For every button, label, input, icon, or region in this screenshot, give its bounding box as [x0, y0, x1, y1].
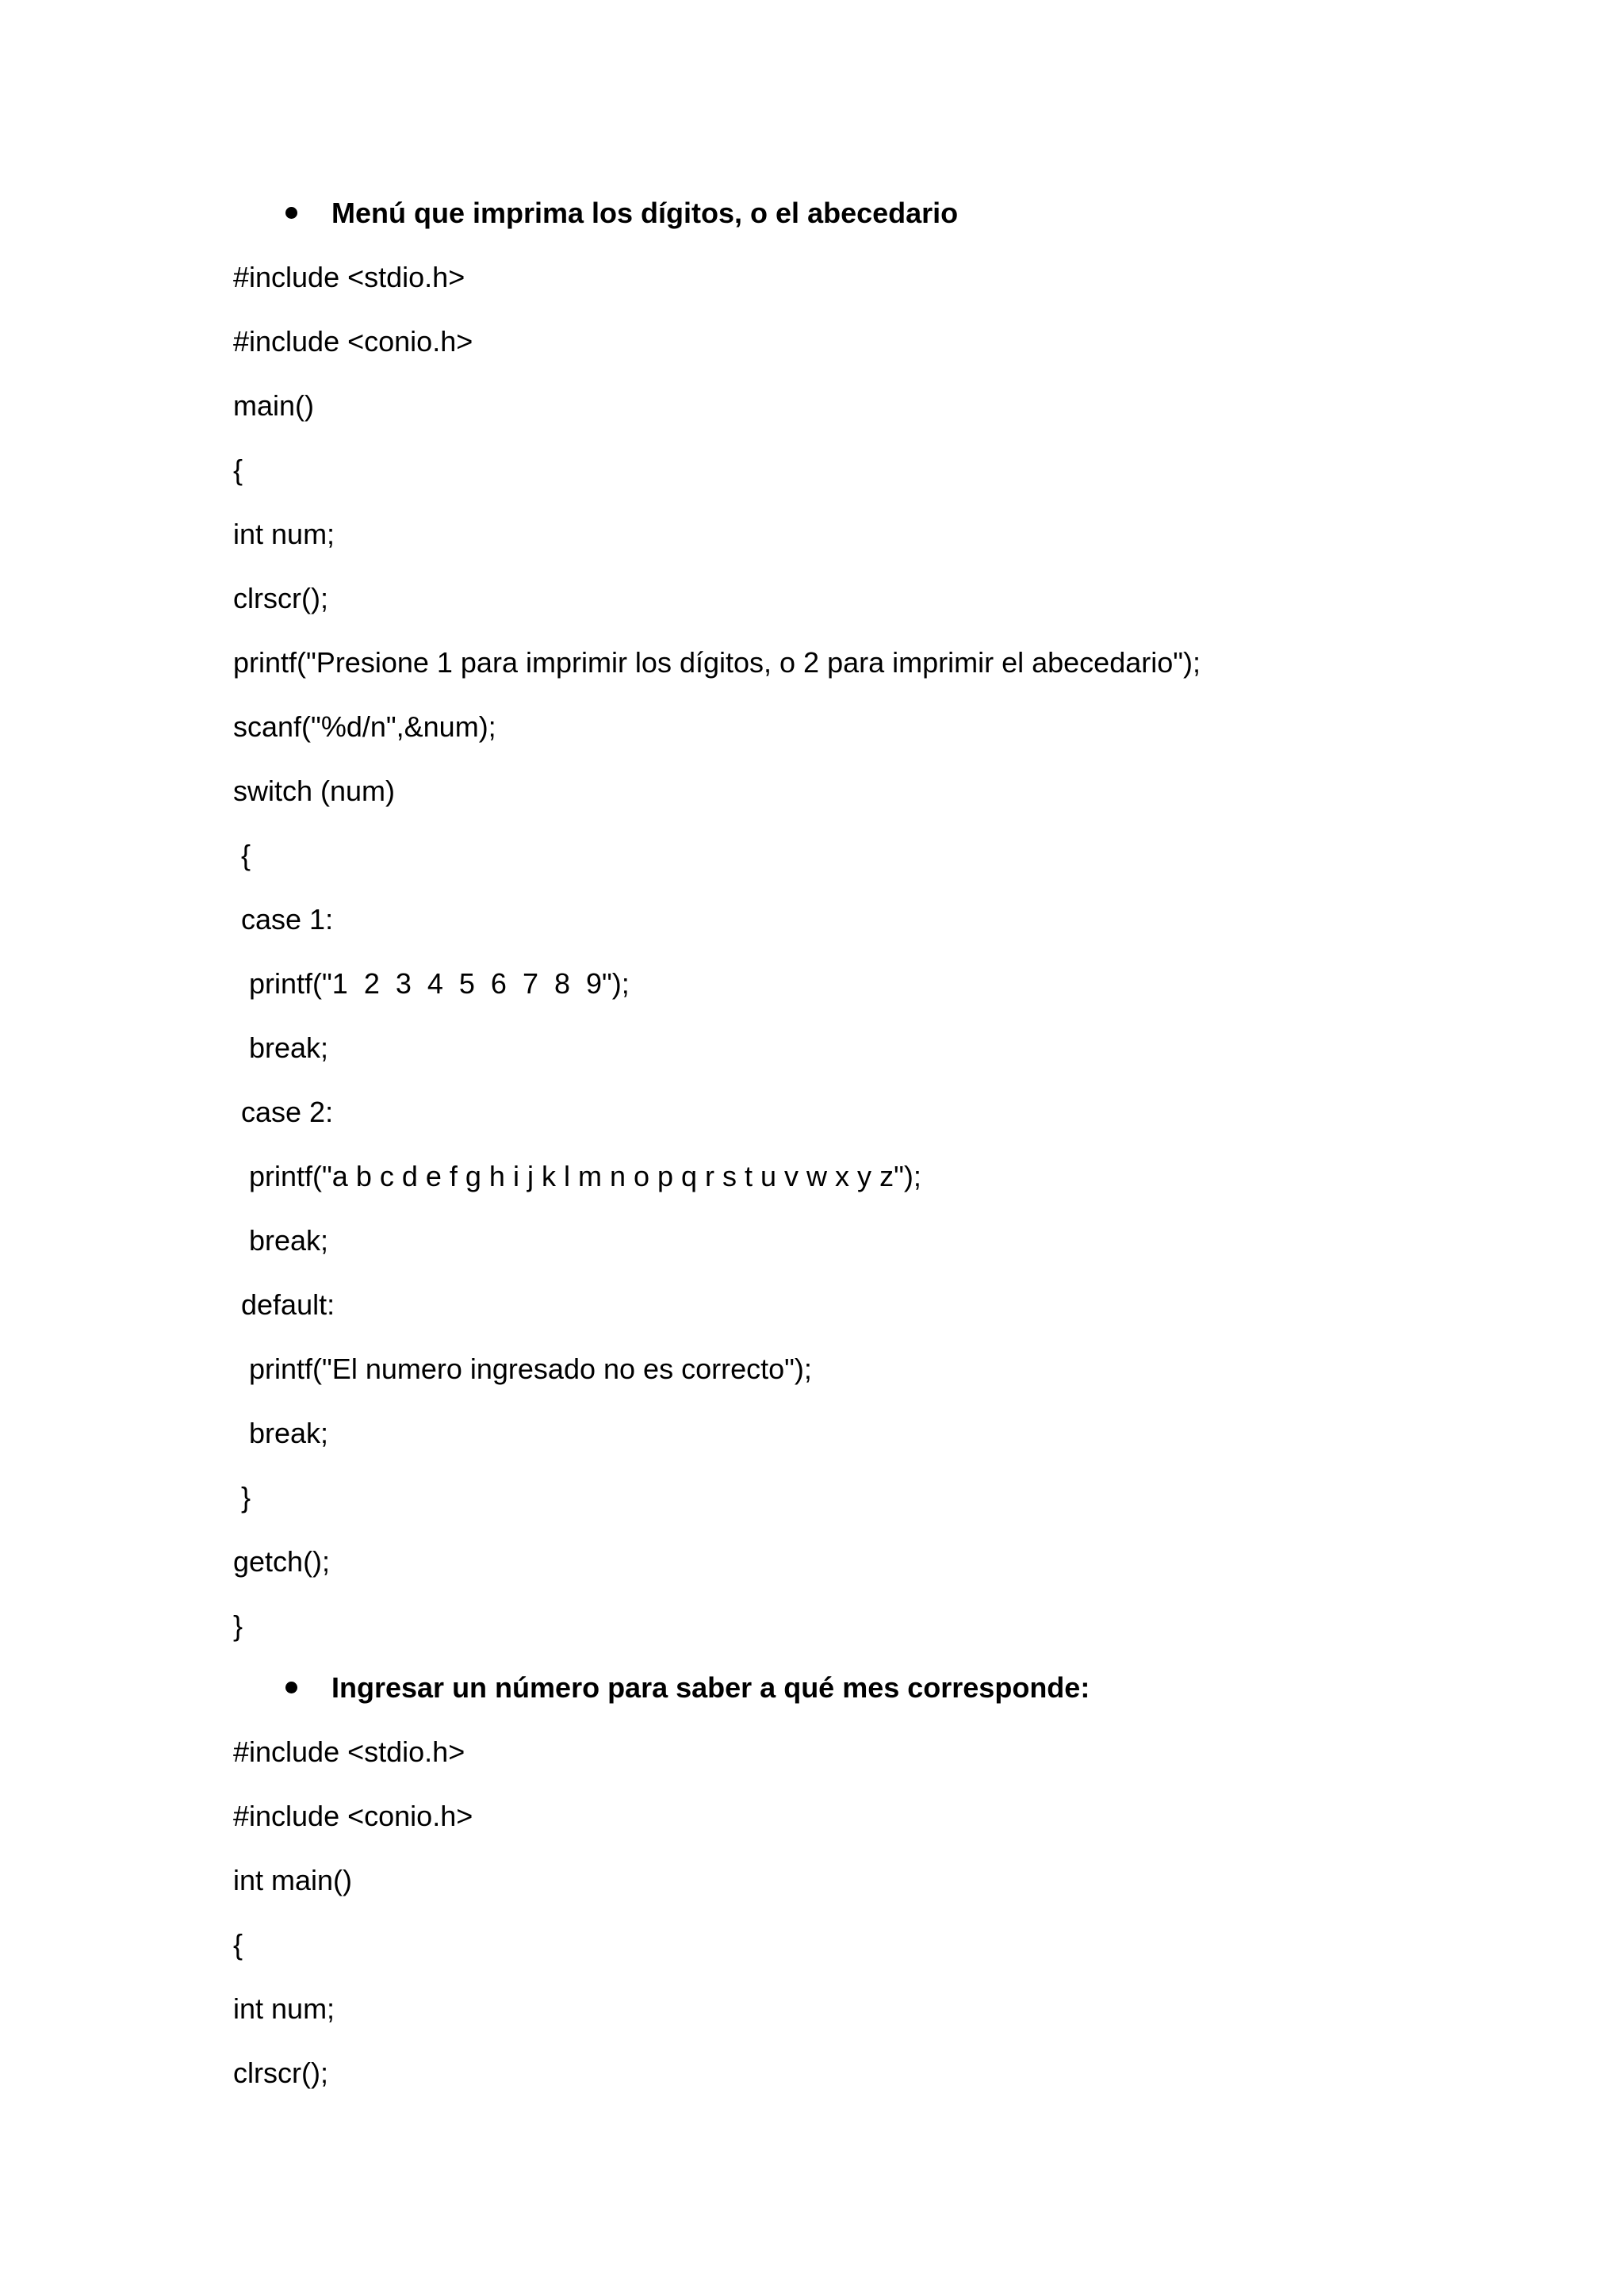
- code-line: printf("Presione 1 para imprimir los dígitos, o 2 para imprimir el abecedario");: [233, 646, 1201, 679]
- code-line: clrscr();: [233, 582, 328, 614]
- code-line: getch();: [233, 1545, 331, 1578]
- code-line: default:: [233, 1288, 335, 1321]
- code-line: {: [233, 1928, 243, 1961]
- code-line: printf("El numero ingresado no es correcto");: [233, 1353, 812, 1385]
- code-line: break;: [233, 1224, 329, 1257]
- code-line: #include <conio.h>: [233, 325, 473, 358]
- code-line: break;: [233, 1031, 329, 1064]
- code-line: {: [233, 839, 251, 871]
- bullet-icon: [285, 1682, 297, 1693]
- code-line: int num;: [233, 518, 335, 550]
- code-line: #include <stdio.h>: [233, 261, 465, 293]
- code-line: }: [233, 1481, 251, 1513]
- code-line: int num;: [233, 1992, 335, 2025]
- code-line: main(): [233, 389, 315, 422]
- code-line: int main(): [233, 1864, 353, 1896]
- code-listing: [233, 257, 1529, 1670]
- code-line: #include <stdio.h>: [233, 1735, 465, 1768]
- code-line: case 1:: [233, 903, 334, 936]
- section-menu-digits-alphabet: [233, 193, 1529, 1670]
- code-line: case 2:: [233, 1096, 334, 1128]
- code-line: printf("a b c d e f g h i j k l m n o p q r s t u v w x y z");: [233, 1160, 921, 1192]
- code-line: }: [233, 1609, 243, 1642]
- code-line: clrscr();: [233, 2057, 328, 2089]
- heading-text: Ingresar un número para saber a qué mes corresponde:: [331, 1671, 1090, 1704]
- section-month-by-number: [233, 1667, 1529, 2117]
- section-heading: [233, 193, 1529, 257]
- section-heading: [233, 1667, 1529, 1732]
- code-line: printf("1 2 3 4 5 6 7 8 9");: [233, 967, 630, 1000]
- heading-text: Menú que imprima los dígitos, o el abecedario: [331, 197, 959, 229]
- code-line: scanf("%d/n",&num);: [233, 710, 496, 743]
- code-line: switch (num): [233, 775, 396, 807]
- code-line: break;: [233, 1417, 329, 1449]
- code-listing: [233, 1732, 1529, 2117]
- code-line: #include <conio.h>: [233, 1800, 473, 1832]
- code-line: {: [233, 453, 243, 486]
- bullet-icon: [285, 207, 297, 219]
